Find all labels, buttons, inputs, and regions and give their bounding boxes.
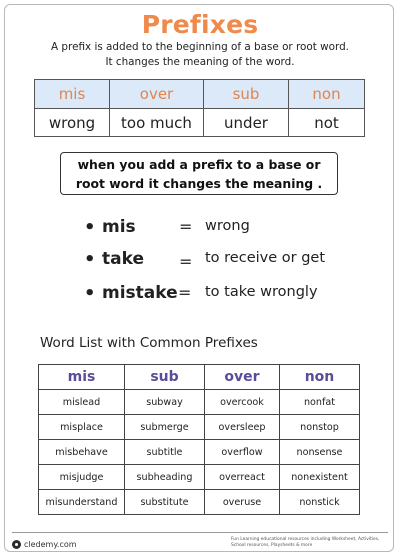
word-cell: misbehave (39, 440, 125, 465)
word-cell: nonstick (280, 490, 360, 515)
prefix-cell: over (110, 80, 204, 109)
example-word: mis (102, 217, 136, 237)
word-cell: overflow (205, 440, 280, 465)
word-cell: oversleep (205, 415, 280, 440)
footer-tagline: Fun Learning educational resources including Worksheet, Activities, School resources, Playsheets & more (231, 537, 380, 548)
table-row (39, 390, 360, 415)
example-word: mistake (102, 283, 178, 303)
word-cell: subheading (125, 465, 205, 490)
word-list-table (38, 364, 360, 515)
word-cell: submerge (125, 415, 205, 440)
word-list-title: Word List with Common Prefixes (40, 335, 258, 351)
brand-name: cledemy.com (24, 539, 77, 549)
prefix-cell: mis (35, 80, 110, 109)
word-cell: subtitle (125, 440, 205, 465)
word-cell: mislead (39, 390, 125, 415)
example-meaning: to receive or get (205, 250, 326, 266)
table-row (39, 440, 360, 465)
column-header: mis (39, 365, 125, 390)
footer-brand[interactable] (12, 538, 77, 550)
table-row (39, 490, 360, 515)
example-take (84, 249, 364, 275)
example-meaning: to take wrongly (205, 284, 318, 300)
example-meaning: wrong (205, 218, 250, 234)
meaning-cell: wrong (35, 109, 110, 136)
brand-logo-icon (12, 540, 21, 549)
equals-sign: = (179, 252, 193, 271)
bullet: • (84, 217, 96, 238)
example-word: take (102, 249, 144, 269)
word-cell: misplace (39, 415, 125, 440)
word-cell: overuse (205, 490, 280, 515)
prefix-cell: non (289, 80, 364, 109)
table-row (39, 415, 360, 440)
word-cell: nonfat (280, 390, 360, 415)
rule-callout: when you add a prefix to a base or root word it changes the meaning . (60, 152, 338, 195)
footer-divider (12, 532, 388, 533)
word-cell: nonexistent (280, 465, 360, 490)
word-cell: overreact (205, 465, 280, 490)
word-cell: substitute (125, 490, 205, 515)
meaning-cell: not (289, 109, 364, 136)
equals-sign: = (178, 283, 192, 302)
word-cell: subway (125, 390, 205, 415)
equals-sign: = (179, 217, 193, 236)
example-mis (84, 217, 364, 243)
word-cell: overcook (205, 390, 280, 415)
intro-text: A prefix is added to the beginning of a base or root word. It changes the meaning of the word. (51, 41, 349, 68)
meaning-cell: too much (110, 109, 204, 136)
word-cell: nonstop (280, 415, 360, 440)
table-row (39, 465, 360, 490)
example-mistake (84, 283, 364, 309)
word-cell: nonsense (280, 440, 360, 465)
word-cell: misunderstand (39, 490, 125, 515)
column-header: non (280, 365, 360, 390)
column-header: over (205, 365, 280, 390)
bullet: • (84, 283, 96, 304)
prefix-meaning-table (34, 79, 365, 137)
column-header: sub (125, 365, 205, 390)
word-list-header-row (39, 365, 360, 390)
page-title: Prefixes (141, 10, 259, 39)
bullet: • (84, 249, 96, 270)
word-cell: misjudge (39, 465, 125, 490)
prefix-cell: sub (204, 80, 289, 109)
meaning-cell: under (204, 109, 289, 136)
